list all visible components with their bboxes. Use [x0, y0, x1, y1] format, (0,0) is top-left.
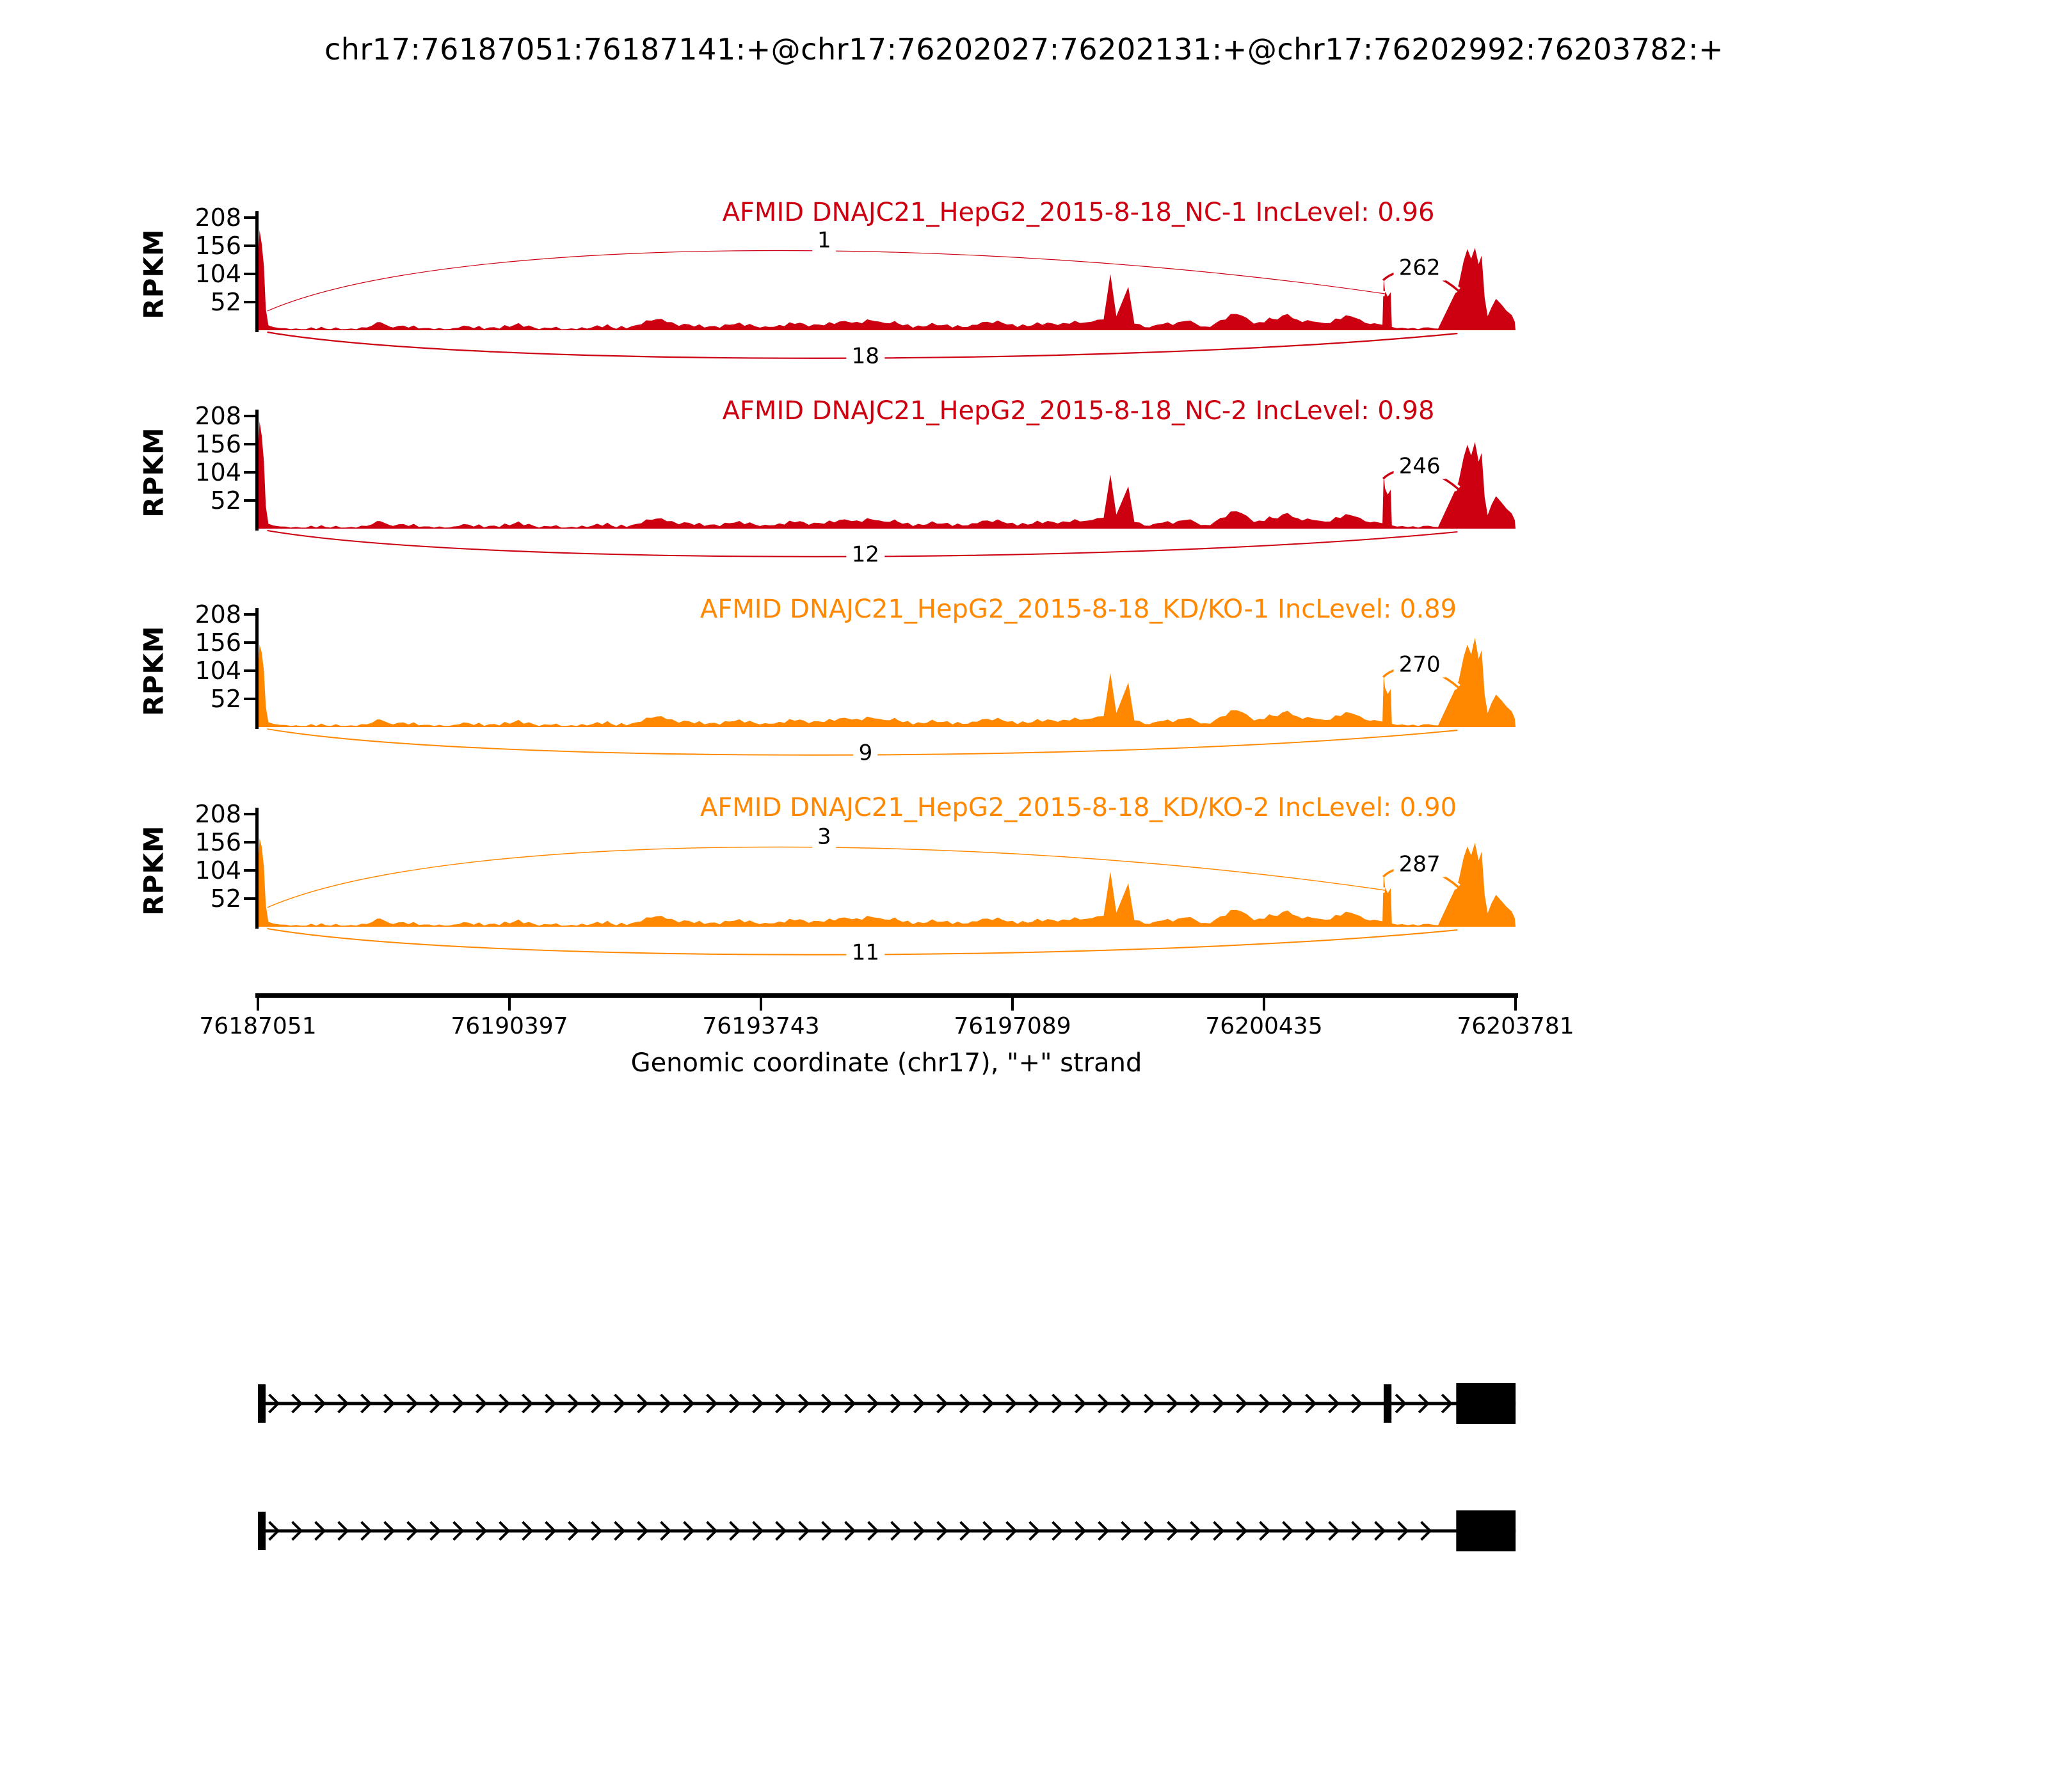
y-axis-label-rpkm: RPKM — [138, 228, 170, 319]
coverage-area-track-3 — [258, 637, 1516, 727]
y-tick-label: 52 — [210, 288, 241, 316]
junction-count-label: 3 — [812, 824, 836, 849]
y-axis-spine — [255, 410, 259, 531]
coverage-area-track-1 — [258, 230, 1516, 331]
junction-count-label: 262 — [1394, 255, 1446, 280]
y-tick-label: 208 — [195, 800, 241, 829]
junction-arc-1-reads — [268, 251, 1385, 311]
y-tick-label: 208 — [195, 600, 241, 629]
y-axis-tick — [244, 813, 255, 815]
junction-arc-halo — [268, 251, 1385, 311]
exon-block — [258, 1512, 266, 1550]
y-tick-label: 104 — [195, 260, 241, 289]
y-axis-tick — [244, 443, 255, 445]
x-tick-label: 76197089 — [954, 1013, 1071, 1039]
x-axis-tick — [508, 998, 511, 1011]
y-axis-spine — [255, 211, 259, 332]
y-tick-label: 52 — [210, 486, 241, 515]
x-axis-tick — [257, 998, 259, 1011]
y-tick-label: 52 — [210, 685, 241, 713]
junction-count-label: 287 — [1394, 852, 1446, 877]
x-axis-tick — [760, 998, 762, 1011]
junction-count-label: 9 — [854, 740, 878, 765]
exon-block — [258, 1384, 266, 1423]
y-axis-tick — [244, 273, 255, 275]
y-axis-tick — [244, 613, 255, 616]
track-title-kdko1: AFMID DNAJC21_HepG2_2015-8-18_KD/KO-1 IncLevel: 0.89 — [700, 595, 1457, 624]
y-axis-spine — [255, 808, 259, 929]
track-title-nc2: AFMID DNAJC21_HepG2_2015-8-18_NC-2 IncLevel: 0.98 — [722, 396, 1435, 426]
y-axis-tick — [244, 641, 255, 644]
junction-count-label: 246 — [1394, 454, 1446, 479]
y-tick-label: 52 — [210, 884, 241, 913]
y-axis-spine — [255, 608, 259, 729]
junction-count-label: 11 — [847, 940, 884, 965]
x-axis-label: Genomic coordinate (chr17), "+" strand — [630, 1048, 1142, 1078]
x-tick-label: 76190397 — [451, 1013, 568, 1039]
track-title-kdko2: AFMID DNAJC21_HepG2_2015-8-18_KD/KO-2 IncLevel: 0.90 — [700, 793, 1457, 822]
x-axis-tick — [1263, 998, 1265, 1011]
y-axis-label-rpkm: RPKM — [138, 625, 170, 716]
y-tick-label: 156 — [195, 430, 241, 459]
y-axis-tick — [244, 669, 255, 672]
y-axis-tick — [244, 301, 255, 303]
exon-block — [1384, 1384, 1391, 1423]
y-tick-label: 156 — [195, 628, 241, 657]
y-tick-label: 104 — [195, 657, 241, 685]
junction-count-label: 12 — [847, 542, 884, 567]
junction-count-label: 18 — [847, 344, 884, 369]
y-axis-tick — [244, 841, 255, 844]
y-axis-tick — [244, 698, 255, 700]
x-axis-line — [255, 993, 1518, 998]
y-axis-tick — [244, 244, 255, 247]
y-axis-tick — [244, 897, 255, 900]
x-tick-label: 76193743 — [702, 1013, 820, 1039]
x-tick-label: 76187051 — [199, 1013, 317, 1039]
x-axis-tick — [1514, 998, 1517, 1011]
y-axis-label-rpkm: RPKM — [138, 427, 170, 518]
y-axis-tick — [244, 216, 255, 219]
junction-count-label: 270 — [1394, 652, 1446, 677]
plot-title: chr17:76187051:76187141:+@chr17:76202027:76202131:+@chr17:76202992:76203782:+ — [324, 32, 1724, 67]
y-tick-label: 208 — [195, 204, 241, 232]
junction-count-label: 1 — [812, 228, 836, 253]
y-axis-tick — [244, 415, 255, 417]
y-tick-label: 104 — [195, 458, 241, 487]
y-axis-label-rpkm: RPKM — [138, 825, 170, 916]
x-axis-tick — [1011, 998, 1014, 1011]
y-axis-tick — [244, 869, 255, 872]
x-tick-label: 76203781 — [1457, 1013, 1574, 1039]
junction-arc-3-reads — [268, 847, 1385, 908]
y-tick-label: 104 — [195, 856, 241, 885]
coverage-area-track-2 — [258, 422, 1516, 529]
track-title-nc1: AFMID DNAJC21_HepG2_2015-8-18_NC-1 IncLevel: 0.96 — [722, 198, 1435, 227]
y-axis-tick — [244, 471, 255, 474]
y-tick-label: 156 — [195, 232, 241, 260]
x-tick-label: 76200435 — [1205, 1013, 1323, 1039]
exon-block — [1456, 1383, 1516, 1424]
y-axis-tick — [244, 499, 255, 502]
exon-block — [1456, 1510, 1516, 1551]
junction-arc-halo — [268, 847, 1385, 908]
y-tick-label: 156 — [195, 828, 241, 857]
y-tick-label: 208 — [195, 402, 241, 431]
